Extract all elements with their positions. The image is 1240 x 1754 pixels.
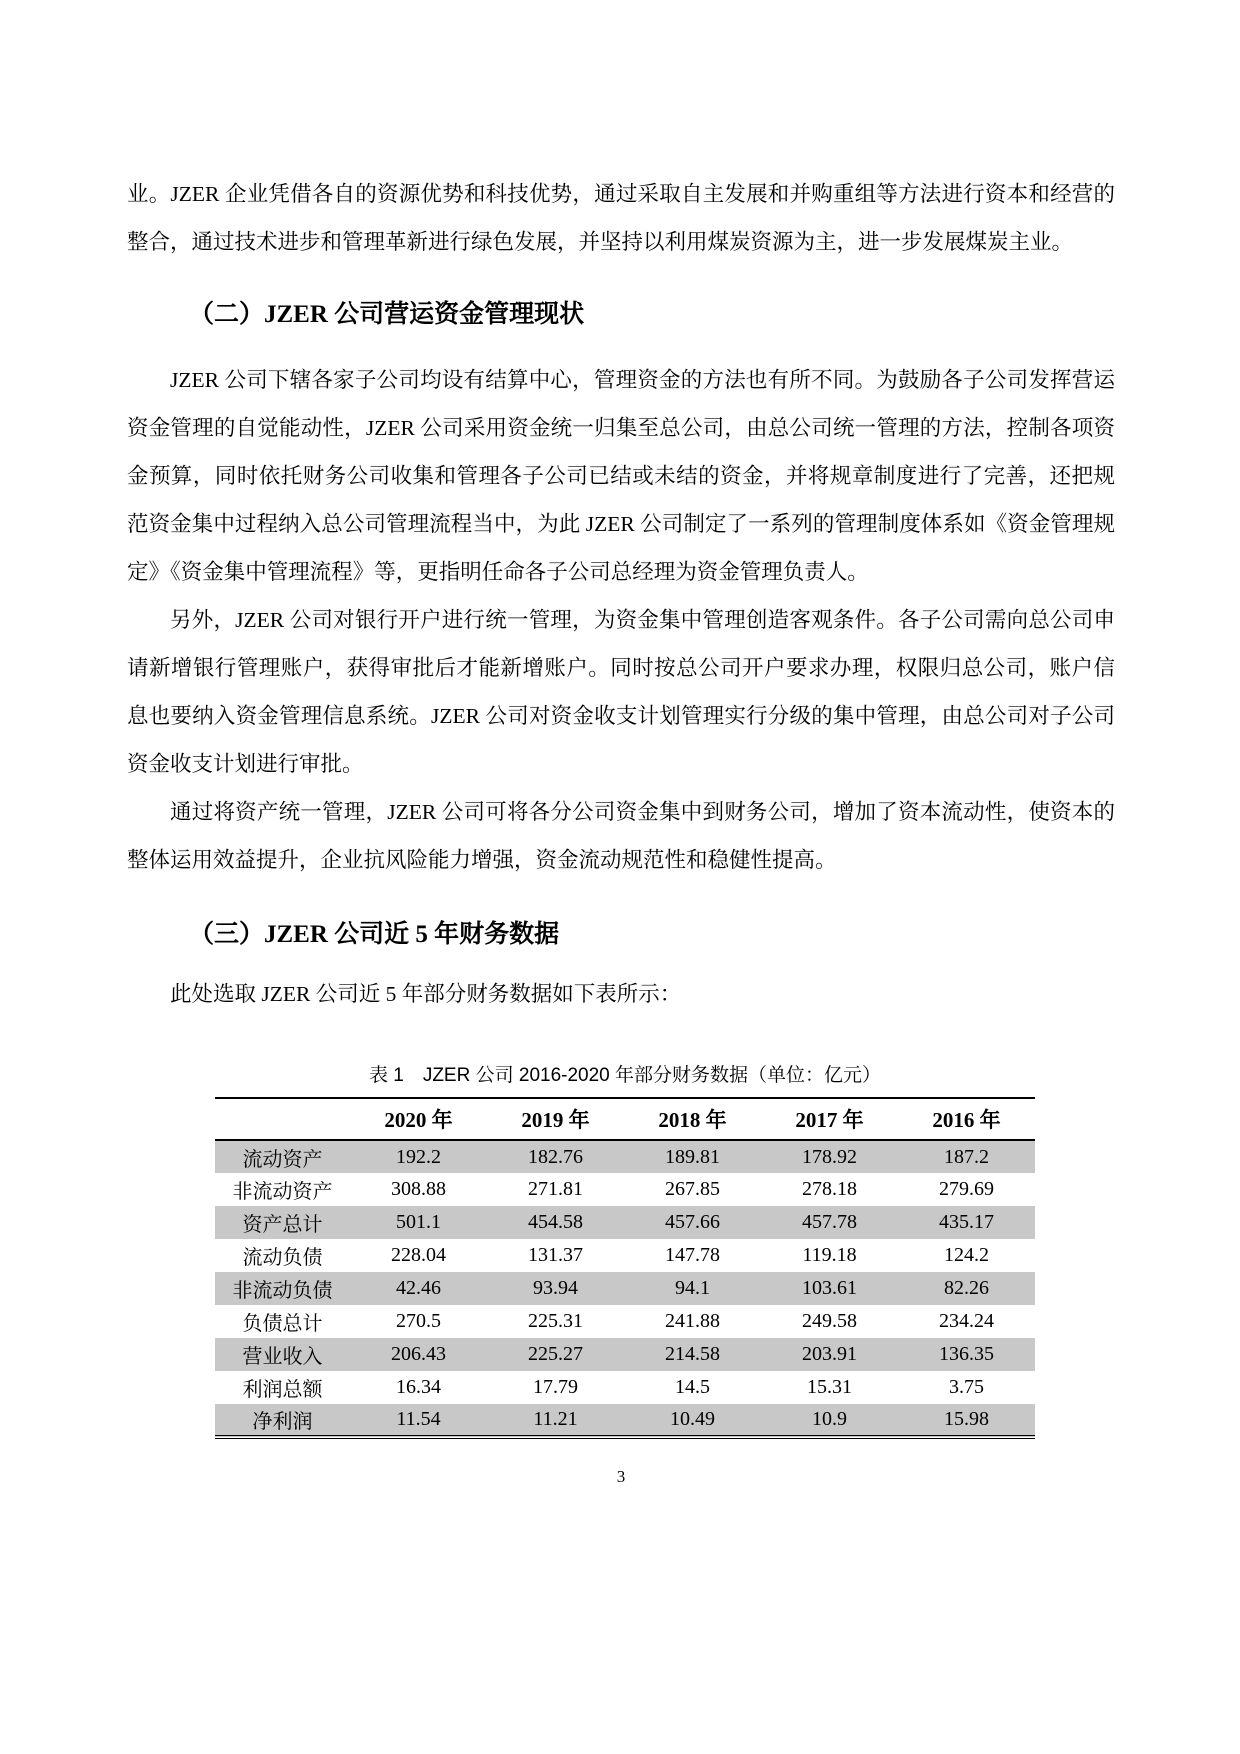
section-3-heading: （三）JZER 公司近 5 年财务数据 — [189, 921, 560, 948]
cell-value: 249.58 — [802, 1310, 857, 1332]
cell-value: 119.18 — [802, 1244, 857, 1266]
table-row — [215, 1140, 1035, 1173]
cell-value: 14.5 — [675, 1376, 710, 1398]
cell-value: 225.31 — [528, 1310, 583, 1332]
cell-value: 457.66 — [665, 1211, 720, 1233]
cell-value: 15.98 — [944, 1408, 989, 1430]
section-2-paragraph-2: 另外，JZER 公司对银行开户进行统一管理，为资金集中管理创造客观条件。各子公司需向总公司申请新增银行管理账户，获得审批后才能新增账户。同时按总公司开户要求办理，权限归总公司，账户信息也要纳入资金管理信息系统。JZER 公司对资金收支计划管理实行分级的集中管理，由总公司对子公司资金收支计划进行审批。 — [127, 608, 1115, 776]
table-caption: 表 1 JZER 公司 2016-2020 年部分财务数据（单位：亿元） — [368, 1065, 882, 1086]
row-label: 资产总计 — [242, 1214, 323, 1236]
cell-value: 228.04 — [391, 1244, 446, 1266]
cell-value: 279.69 — [939, 1178, 994, 1200]
page-number: 3 — [616, 1467, 626, 1486]
cell-value: 234.24 — [939, 1310, 994, 1332]
cell-value: 187.2 — [944, 1145, 989, 1168]
row-label: 负债总计 — [242, 1313, 323, 1335]
table-header-2020: 2020 年 — [384, 1108, 453, 1132]
cell-value: 93.94 — [533, 1277, 578, 1299]
cell-value: 182.76 — [528, 1145, 583, 1168]
cell-value: 16.34 — [396, 1376, 441, 1398]
row-label: 非流动资产 — [232, 1181, 333, 1203]
cell-value: 11.21 — [533, 1408, 578, 1430]
cell-value: 3.75 — [949, 1376, 984, 1398]
cell-value: 278.18 — [802, 1178, 857, 1200]
cell-value: 206.43 — [391, 1343, 446, 1365]
cell-value: 15.31 — [807, 1376, 852, 1398]
cell-value: 270.5 — [396, 1310, 441, 1332]
table-header-2019: 2019 年 — [521, 1108, 590, 1132]
cell-value: 271.81 — [528, 1178, 583, 1200]
cell-value: 267.85 — [665, 1178, 720, 1200]
cell-value: 94.1 — [675, 1277, 710, 1299]
cell-value: 82.26 — [944, 1277, 989, 1299]
section-2-paragraph-1: JZER 公司下辖各家子公司均设有结算中心，管理资金的方法也有所不同。为鼓励各子公司发挥营运资金管理的自觉能动性，JZER 公司采用资金统一归集至总公司，由总公司统一管理的方法，控制各项资金预算，同时依托财务公司收集和管理各子公司已结或未结的资金，并将规章制度进行了完善，还把规范资金集中过程纳入总公司管理流程当中，为此 JZER 公司制定了一系列的管理制度体系如《资金管理规定》《资金集中管理流程》等，更指明任命各子公司总经理为资金管理负责人。 — [127, 368, 1115, 584]
cell-value: 241.88 — [665, 1310, 720, 1332]
financial-table-header — [215, 1098, 1035, 1140]
cell-value: 147.78 — [665, 1244, 720, 1266]
cell-value: 17.79 — [533, 1376, 578, 1398]
section-2-heading: （二）JZER 公司营运资金管理现状 — [189, 301, 585, 328]
cell-value: 131.37 — [528, 1244, 583, 1266]
cell-value: 501.1 — [396, 1211, 441, 1233]
financial-table-body — [215, 1140, 1035, 1437]
table-row — [215, 1206, 1035, 1239]
row-label: 利润总额 — [242, 1379, 323, 1401]
cell-value: 308.88 — [391, 1178, 446, 1200]
cell-value: 192.2 — [396, 1145, 441, 1168]
section-3-intro: 此处选取 JZER 公司近 5 年部分财务数据如下表所示： — [170, 982, 682, 1006]
table-header-blank — [215, 1098, 350, 1140]
cell-value: 454.58 — [528, 1211, 583, 1233]
table-row — [215, 1305, 1035, 1338]
row-label: 非流动负债 — [232, 1280, 333, 1302]
table-header-2018: 2018 年 — [658, 1108, 727, 1132]
row-label: 流动负债 — [242, 1247, 323, 1269]
cell-value: 214.58 — [665, 1343, 720, 1365]
table-row — [215, 1338, 1035, 1371]
cell-value: 42.46 — [396, 1277, 441, 1299]
table-row — [215, 1404, 1035, 1437]
table-row — [215, 1272, 1035, 1305]
table-row — [215, 1173, 1035, 1206]
section-2-paragraph-3: 通过将资产统一管理，JZER 公司可将各分公司资金集中到财务公司，增加了资本流动性，使资本的整体运用效益提升，企业抗风险能力增强，资金流动规范性和稳健性提高。 — [127, 800, 1115, 872]
financial-table — [215, 1097, 1035, 1439]
row-label: 流动资产 — [242, 1148, 323, 1171]
table-header-2016: 2016 年 — [932, 1108, 1001, 1132]
cell-value: 136.35 — [939, 1343, 994, 1365]
cell-value: 10.49 — [670, 1408, 715, 1430]
row-label: 净利润 — [252, 1411, 313, 1433]
cell-value: 203.91 — [802, 1343, 857, 1365]
table-header-2017: 2017 年 — [795, 1108, 864, 1132]
cell-value: 11.54 — [396, 1408, 441, 1430]
cell-value: 178.92 — [802, 1145, 857, 1168]
cell-value: 10.9 — [812, 1408, 847, 1430]
cell-value: 225.27 — [528, 1343, 583, 1365]
cell-value: 189.81 — [665, 1145, 720, 1168]
cell-value: 124.2 — [944, 1244, 989, 1266]
table-header-row — [215, 1098, 1035, 1140]
cell-value: 103.61 — [802, 1277, 857, 1299]
table-row — [215, 1239, 1035, 1272]
cell-value: 435.17 — [939, 1211, 994, 1233]
row-label: 营业收入 — [242, 1346, 323, 1368]
table-row — [215, 1371, 1035, 1404]
paragraph-continuation: 业。JZER 企业凭借各自的资源优势和科技优势，通过采取自主发展和并购重组等方法进行资本和经营的整合，通过技术进步和管理革新进行绿色发展，并坚持以利用煤炭资源为主，进一步发展煤炭主业。 — [127, 182, 1115, 254]
cell-value: 457.78 — [802, 1211, 857, 1233]
